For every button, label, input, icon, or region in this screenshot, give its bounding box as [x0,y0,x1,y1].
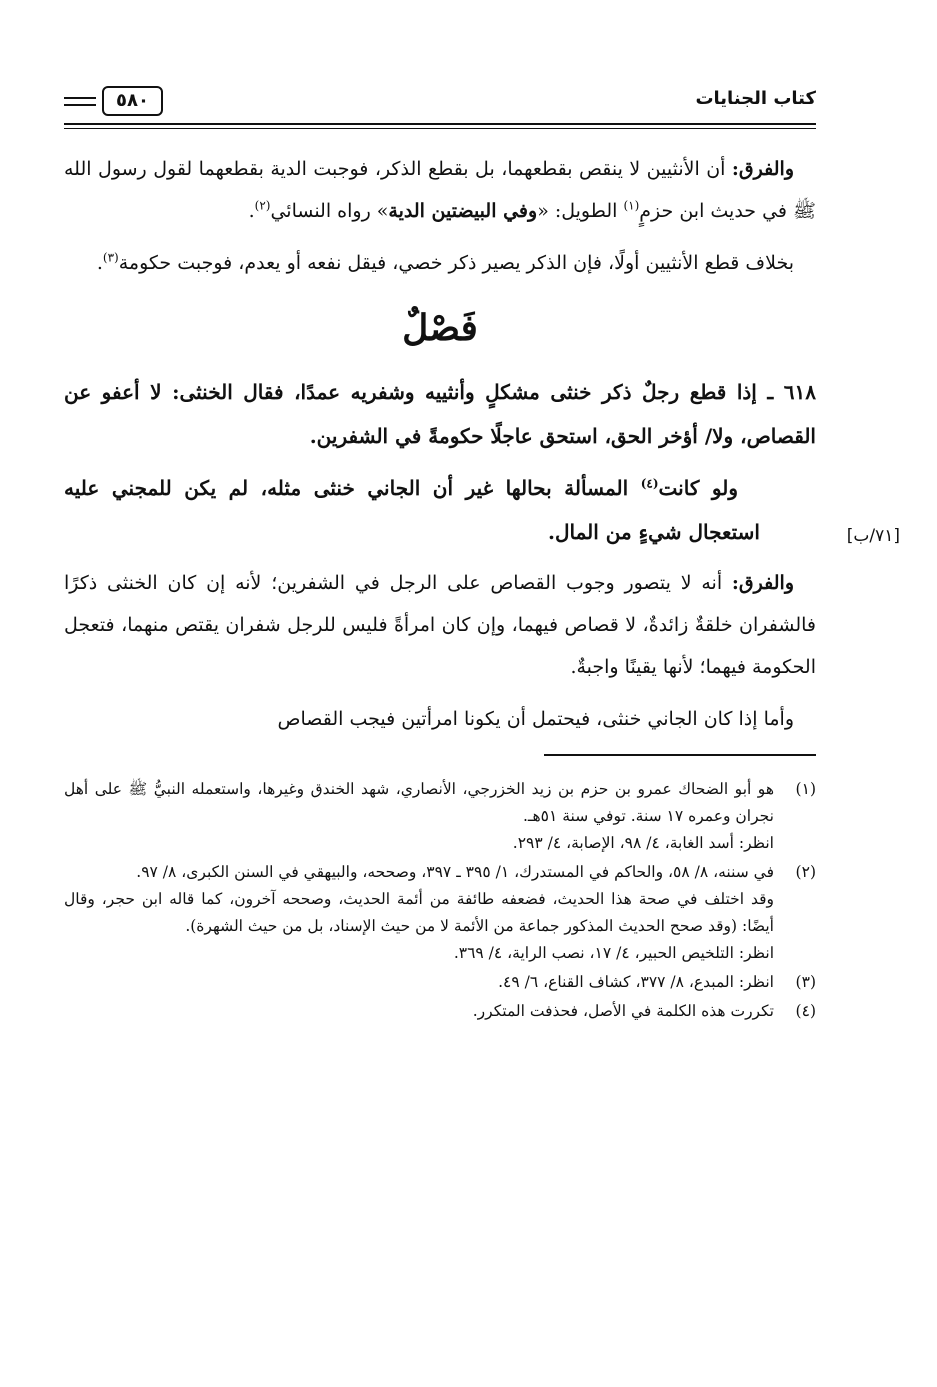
paragraph-lead: والفرق: [731,158,794,180]
footnote-body [64,776,774,857]
footnote-3 [64,969,816,996]
paragraph-lead: والفرق: [731,572,794,594]
paragraph-text: . [96,252,103,274]
footnote-line: وقد اختلف في صحة هذا الحديث، فضعفه طائفة من أئمة الحديث، وصححه آخرون، كما قاله ابن حجر، وقال أيضًا: (وقد صحح الحديث المذكور جماعة من الأئمة لا من حيث الإسناد، بل من حيث الشهرة). [64,890,774,935]
footnote-line: في سننه، ٨/ ٥٨، والحاكم في المستدرك، ١/ ٣٩٥ ـ ٣٩٧، وصححه، والبيهقي في السنن الكبرى، ٨/ ٩٧. [136,863,774,881]
footnote-line: تكررت هذه الكلمة في الأصل، فحذفت المتكرر. [472,1002,774,1020]
paragraph-text: وأما إذا كان الجاني خنثى، فيحتمل أن يكونا امرأتين فيجب القصاص [277,708,794,730]
footnote-number: (٢) [795,863,816,881]
footnote-2 [64,859,816,967]
footnotes [64,776,816,1025]
footnote-line: هو أبو الضحاك عمرو بن حزم بن زيد الخزرجي، الأنصاري، شهد الخندق وغيرها، واستعمله النبيُّ ﷺ على أهل نجران وعمره ١٧ سنة. توفي سنة ٥١هـ. [64,780,774,825]
paragraph-text: أن الأنثيين لا ينقص بقطعهما، بل بقطع الذكر، فوجبت الدية بقطعهما لقول رسول الله ﷺ في حديث ابن حزمٍ [64,158,816,222]
issue-text: المسألة بحالها غير أن الجاني خنثى مثله، لم يكن للمجني عليه استعجال شيءٍ من المال. [64,476,760,544]
paragraph-text: بخلاف قطع الأنثيين أولًا، فإن الذكر يصير ذكر خصي، فيقل نفعه أو يعدم، فوجبت حكومة [118,252,794,274]
footnote-ref: (٢) [254,198,271,213]
issue-number: ٦١٨ ـ [767,380,817,404]
issue-variant [64,466,816,554]
header-rule [64,123,816,129]
footnote-ref: (٣) [102,250,119,265]
running-title: كتاب الجنايات [695,88,816,109]
footnote-line: انظر: أسد الغابة، ٤/ ٩٨، الإصابة، ٤/ ٢٩٣. [512,834,774,852]
paragraph-1 [64,148,816,232]
footnote-line: انظر: المبدع، ٨/ ٣٧٧، كشاف القناع، ٦/ ٤٩. [498,973,774,991]
footnote-body [64,969,774,996]
footnote-number: (٤) [795,1002,816,1020]
book-page [64,80,900,1027]
footnote-body [64,859,774,967]
paragraph-3 [64,562,816,688]
issue-text: إذا قطع رجلٌ ذكر خنثى مشكلٍ وأنثييه وشفريه عمدًا، فقال الخنثى: لا أعفو عن القصاص، ولا/ أؤخر الحق، استحق عاجلًا حكومةً في الشفرين. [64,380,816,448]
issue-618 [64,370,816,554]
paragraph-4 [64,698,816,740]
manuscript-folio-ref: [٧١/ب] [846,526,900,546]
footnote-1 [64,776,816,857]
footnote-separator [544,754,816,756]
main-text [64,148,816,740]
footnote-line: انظر: التلخيص الحبير، ٤/ ١٧، نصب الراية، ٤/ ٣٦٩. [453,944,774,962]
paragraph-text: أنه لا يتصور وجوب القصاص على الرجل في الشفرين؛ لأنه إن كان الخنثى ذكرًا فالشفران خلقةٌ زائدةٌ، لا قصاص فيهما، وإن كان امرأةً فليس للرجل شفران يقتص منهما، فتعجل الحكومة فيهما؛ لأنها يقينًا واجبةٌ. [64,572,816,678]
paragraph-text: . [248,200,255,222]
footnote-4 [64,998,816,1025]
paragraph-text: الطويل: « [537,200,624,222]
header-ornament [64,97,96,106]
issue-statement [64,370,816,458]
paragraph-2 [64,242,816,284]
page-number-box [64,86,163,116]
page-number: ٥٨٠ [102,86,163,116]
footnote-ref: (١) [623,198,640,213]
page-header [64,80,816,132]
footnote-ref: (٤) [640,476,659,491]
footnote-body [64,998,774,1025]
paragraph-text: » رواه النسائي [270,200,389,222]
footnote-number: (٣) [795,973,816,991]
issue-text: ولو كانت [658,476,738,500]
footnote-number: (١) [795,780,816,798]
section-heading: فَصْلٌ [402,307,478,349]
hadith-quote: وفي البيضتين الدية [388,200,538,222]
